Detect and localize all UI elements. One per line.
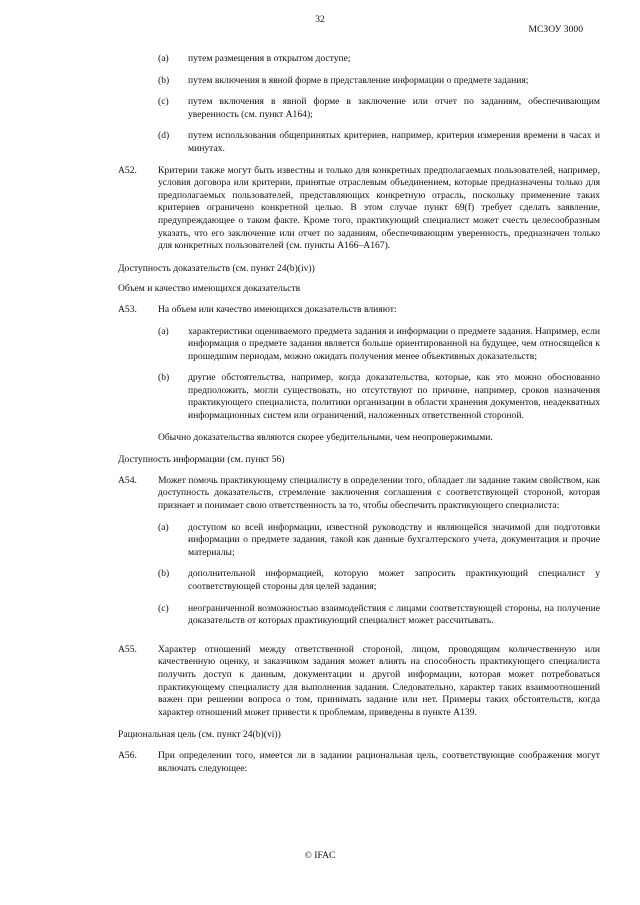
- list-item: [158, 603, 600, 628]
- subsection-heading: Объем и качество имеющихся доказательств: [118, 283, 301, 295]
- list-text: путем использования общепринятых критериев, например, критерия измерения времени в часах и минутах.: [188, 130, 600, 154]
- paragraph-a53: [118, 304, 600, 444]
- paragraph-number: A53.: [118, 303, 137, 315]
- paragraph-text: Характер отношений между ответственной стороной, лицом, проводящим количественную или качественную оценку, и заказчиком задания может влиять на способность практикующего специалиста получить доступ к данным, документации и другой информации, которая может потребоваться практикующему специалисту для выполнения задания. Следовательно, характер таких взаимоотношений важен при решении вопроса о том, принимать задание или нет. Примеры таких обстоятельств, когда характер отношений может привести к проблемам, приведены в пункте A139.: [158, 643, 600, 718]
- list-text: неограниченной возможностью взаимодействия с лицами соответствующей стороны, на получение доказательств от которых практикующий специалист может рассчитывать.: [188, 602, 600, 627]
- list-item: [158, 568, 600, 593]
- list-label: (b): [158, 372, 170, 384]
- list-item: [158, 326, 600, 364]
- list-item: [158, 96, 600, 121]
- paragraph-text: Критерии также могут быть известны и только для конкретных предполагаемых пользователей, например, условия договора или критерии, принятые отраслевым объединением, которые предназначены только для предполагаемых пользователей, представляющих конкретную отрасль, поскольку применение таких критериев ограничено конкретной целью. В этом случае пункт 69(f) требует сделать заявление, предупреждающее о таком факте. Кроме того, практикующий специалист может счесть целесообразным указать, что его заключение или отчет по заданиям, обеспечивающим уверенность, предназначен только для конкретных пользователей (см. пункты A166–A167).: [158, 164, 600, 252]
- paragraph-number: A55.: [118, 643, 137, 655]
- paragraph-number: A52.: [118, 164, 137, 176]
- standard-code: МСЗОУ 3000: [528, 24, 583, 35]
- list-item: [158, 522, 600, 560]
- list-text: характеристики оцениваемого предмета задания и информации о предмете задания. Например, если информация о предмете задания является больше ориентированной на будущее, чем относящейся к прошедшим периодам, можно ожидать получения менее объективных доказательств;: [188, 325, 600, 362]
- paragraph-text: На объем или качество имеющихся доказательств влияют:: [158, 303, 397, 315]
- paragraph-text: При определении того, имеется ли в задании рациональная цель, соответствующие соображения могут включать следующее:: [158, 749, 600, 774]
- page-footer: © IFAC: [304, 850, 336, 861]
- paragraph-a56: [118, 750, 600, 775]
- page-content: [118, 53, 600, 785]
- list-text: дополнительной информацией, которую может запросить практикующий специалист у соответствующей стороны для целей задания;: [188, 568, 600, 592]
- list-label: (d): [158, 130, 170, 142]
- paragraph-text: Может помочь практикующему специалисту в определении того, обладает ли задание таким свойством, как доступность доказательств, стремление заключения соглашения с соответствующей стороной, которая признает и понимает свою ответственность за то, чтобы обеспечить практикующего специалиста:: [158, 474, 600, 512]
- section-heading: Доступность информации (см. пункт 56): [118, 454, 285, 466]
- list-label: (b): [158, 568, 170, 580]
- list-label: (b): [158, 74, 170, 86]
- list-text: путем размещения в открытом доступе;: [188, 53, 351, 64]
- list-item: [158, 372, 600, 422]
- paragraph-a52: [118, 165, 600, 253]
- section-heading: Рациональная цель (см. пункт 24(b)(vi)): [118, 729, 281, 741]
- list-item: [158, 53, 600, 66]
- list-item: [158, 130, 600, 155]
- section-heading: Доступность доказательств (см. пункт 24(b)(iv)): [118, 262, 315, 274]
- paragraph-a54: [118, 475, 600, 634]
- list-text: путем включения в явной форме в представление информации о предмете задания;: [188, 74, 529, 86]
- list-text: другие обстоятельства, например, когда доказательства, которые, как это можно обоснованно предположить, могли существовать, но отсутствуют по причине, например, сроков назначения практикующего специалиста, политики организации в области хранения документов, неадекватных информационных систем или ограничений, наложенных ответственной стороной.: [188, 372, 600, 422]
- list-text: путем включения в явной форме в заключение или отчет по заданиям, обеспечивающим уверенность (см. пункт A164);: [188, 96, 600, 120]
- paragraph-number: A56.: [118, 749, 137, 761]
- list-label: (c): [158, 602, 169, 614]
- list-label: (a): [158, 521, 169, 533]
- list-item: [158, 75, 600, 88]
- paragraph-number: A54.: [118, 474, 137, 486]
- paragraph-note: Обычно доказательства являются скорее убедительными, чем неопровержимыми.: [158, 431, 493, 443]
- list-label: (a): [158, 53, 169, 64]
- page-number: 32: [315, 14, 325, 25]
- list-label: (a): [158, 325, 169, 337]
- list-label: (c): [158, 96, 169, 108]
- paragraph-a55: [118, 644, 600, 720]
- list-text: доступом ко всей информации, известной руководству и являющейся значимой для подготовки информации о предмете задания, такой как данные бухгалтерского учета, документация и прочие материалы;: [188, 521, 600, 558]
